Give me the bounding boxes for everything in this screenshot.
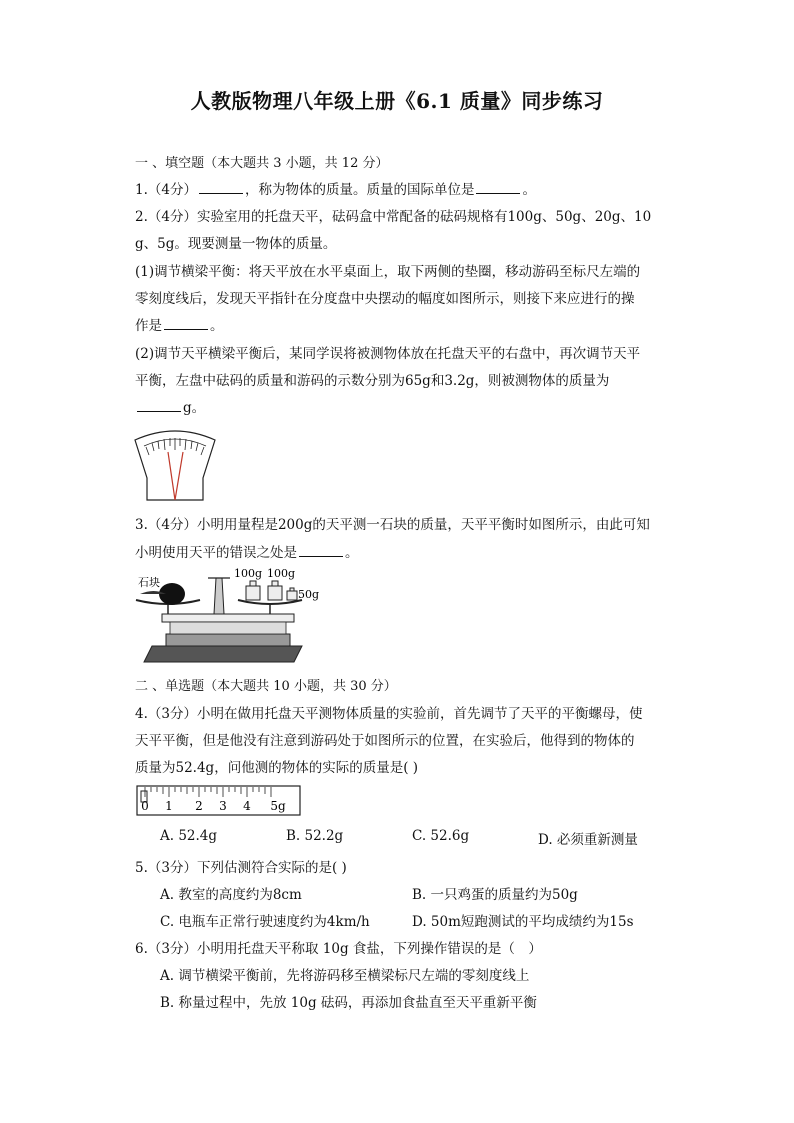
question-6-stem: 6.（3分）小明用托盘天平称取 10g 食盐，下列操作错误的是（ ） [135, 941, 542, 957]
option-b[interactable]: B. 52.2g [286, 828, 344, 844]
label-weight-2: 100g [267, 567, 296, 580]
option-d[interactable]: D. 必须重新测量 [538, 832, 638, 848]
q2-l8-end: g。 [183, 400, 206, 416]
question-4-line-2: 天平平衡，但是他没有注意到游码处于如图所示的位置，在实验后，他得到的物体的 [135, 733, 635, 749]
question-4-line-1: 4.（3分）小明在做用托盘天平测物体质量的实验前，首先调节了天平的平衡螺母，使 [135, 706, 643, 722]
option-a[interactable]: A. 教室的高度约为8cm [160, 887, 302, 903]
question-2-line-1: 2.（4分）实验室用的托盘天平，砝码盒中常配备的砝码规格有100g、50g、20g、10 [135, 209, 652, 225]
label-weight-3: 50g [298, 588, 320, 601]
rider-scale-figure [136, 785, 302, 817]
ruler-tick-5: 5g [270, 799, 286, 813]
option-a[interactable]: A. 52.4g [160, 828, 218, 844]
question-2-line-2: g、5g。现要测量一物体的质量。 [135, 236, 337, 252]
question-2-line-8 [135, 396, 205, 416]
label-weight-1: 100g [234, 567, 263, 580]
section-heading-fill-in: 一 、填空题（本大题共 3 小题，共 12 分） [135, 156, 389, 171]
question-3-line-2 [135, 541, 359, 561]
answer-blank[interactable] [199, 181, 243, 194]
q1-end: 。 [522, 182, 536, 198]
question-6-option-b[interactable]: B. 称量过程中，先放 10g 砝码，再添加食盐直至天平重新平衡 [160, 995, 537, 1011]
question-2-line-4: 零刻度线后，发现天平指针在分度盘中央摆动的幅度如图所示，则接下来应进行的操 [135, 291, 635, 307]
question-5-options-row-2 [160, 910, 634, 930]
q1-text: ，称为物体的质量。质量的国际单位是 [244, 182, 475, 198]
question-1 [135, 178, 536, 198]
option-c[interactable]: C. 电瓶车正常行驶速度约为4km/h [160, 914, 370, 930]
answer-blank[interactable] [476, 181, 520, 194]
ruler-tick-4: 4 [243, 799, 251, 813]
ruler-tick-3: 3 [219, 799, 227, 813]
balance-scale-figure [130, 564, 326, 666]
answer-blank[interactable] [164, 317, 208, 330]
question-5-options-row-1 [160, 883, 578, 903]
question-2-line-6: (2)调节天平横梁平衡后，某同学误将被测物体放在托盘天平的右盘中，再次调节天平 [135, 346, 641, 362]
option-c[interactable]: C. 52.6g [412, 828, 470, 844]
q2-l5-text: 作是 [135, 318, 162, 334]
question-4-options [160, 828, 638, 848]
q2-l5-end: 。 [210, 318, 224, 334]
option-b[interactable]: B. 一只鸡蛋的质量约为50g [412, 887, 578, 903]
ruler-tick-2: 2 [195, 799, 203, 813]
q1-number: 1.（4分） [135, 182, 197, 198]
section-heading-single-choice: 二 、单选题（本大题共 10 小题，共 30 分） [135, 679, 397, 694]
q3-l2-text: 小明使用天平的错误之处是 [135, 545, 297, 561]
ruler-tick-0: 0 [141, 799, 149, 813]
ruler-tick-1: 1 [165, 799, 173, 813]
q3-l2-end: 。 [345, 545, 359, 561]
answer-blank[interactable] [299, 544, 343, 557]
question-2-line-5 [135, 314, 224, 334]
question-2-line-7: 平衡，左盘中砝码的质量和游码的示数分别为65g和3.2g，则被测物体的质量为 [135, 373, 610, 389]
question-5-stem: 5.（3分）下列估测符合实际的是( ) [135, 860, 347, 876]
page-title: 人教版物理八年级上册《6.1 质量》同步练习 [190, 89, 604, 113]
answer-blank[interactable] [137, 399, 181, 412]
question-3-line-1: 3.（4分）小明用量程是200g的天平测一石块的质量，天平平衡时如图所示，由此可知 [135, 517, 650, 533]
label-stone: 石块 [138, 576, 160, 589]
question-2-line-3: (1)调节横梁平衡：将天平放在水平桌面上，取下两侧的垫圈，移动游码至标尺左端的 [135, 264, 641, 280]
option-d[interactable]: D. 50m短跑测试的平均成绩约为15s [412, 914, 634, 930]
question-4-line-3: 质量为52.4g，问他测的物体的实际的质量是( ) [135, 760, 419, 776]
balance-dial-figure [132, 426, 218, 504]
question-6-option-a[interactable]: A. 调节横梁平衡前，先将游码移至横梁标尺左端的零刻度线上 [160, 968, 530, 984]
